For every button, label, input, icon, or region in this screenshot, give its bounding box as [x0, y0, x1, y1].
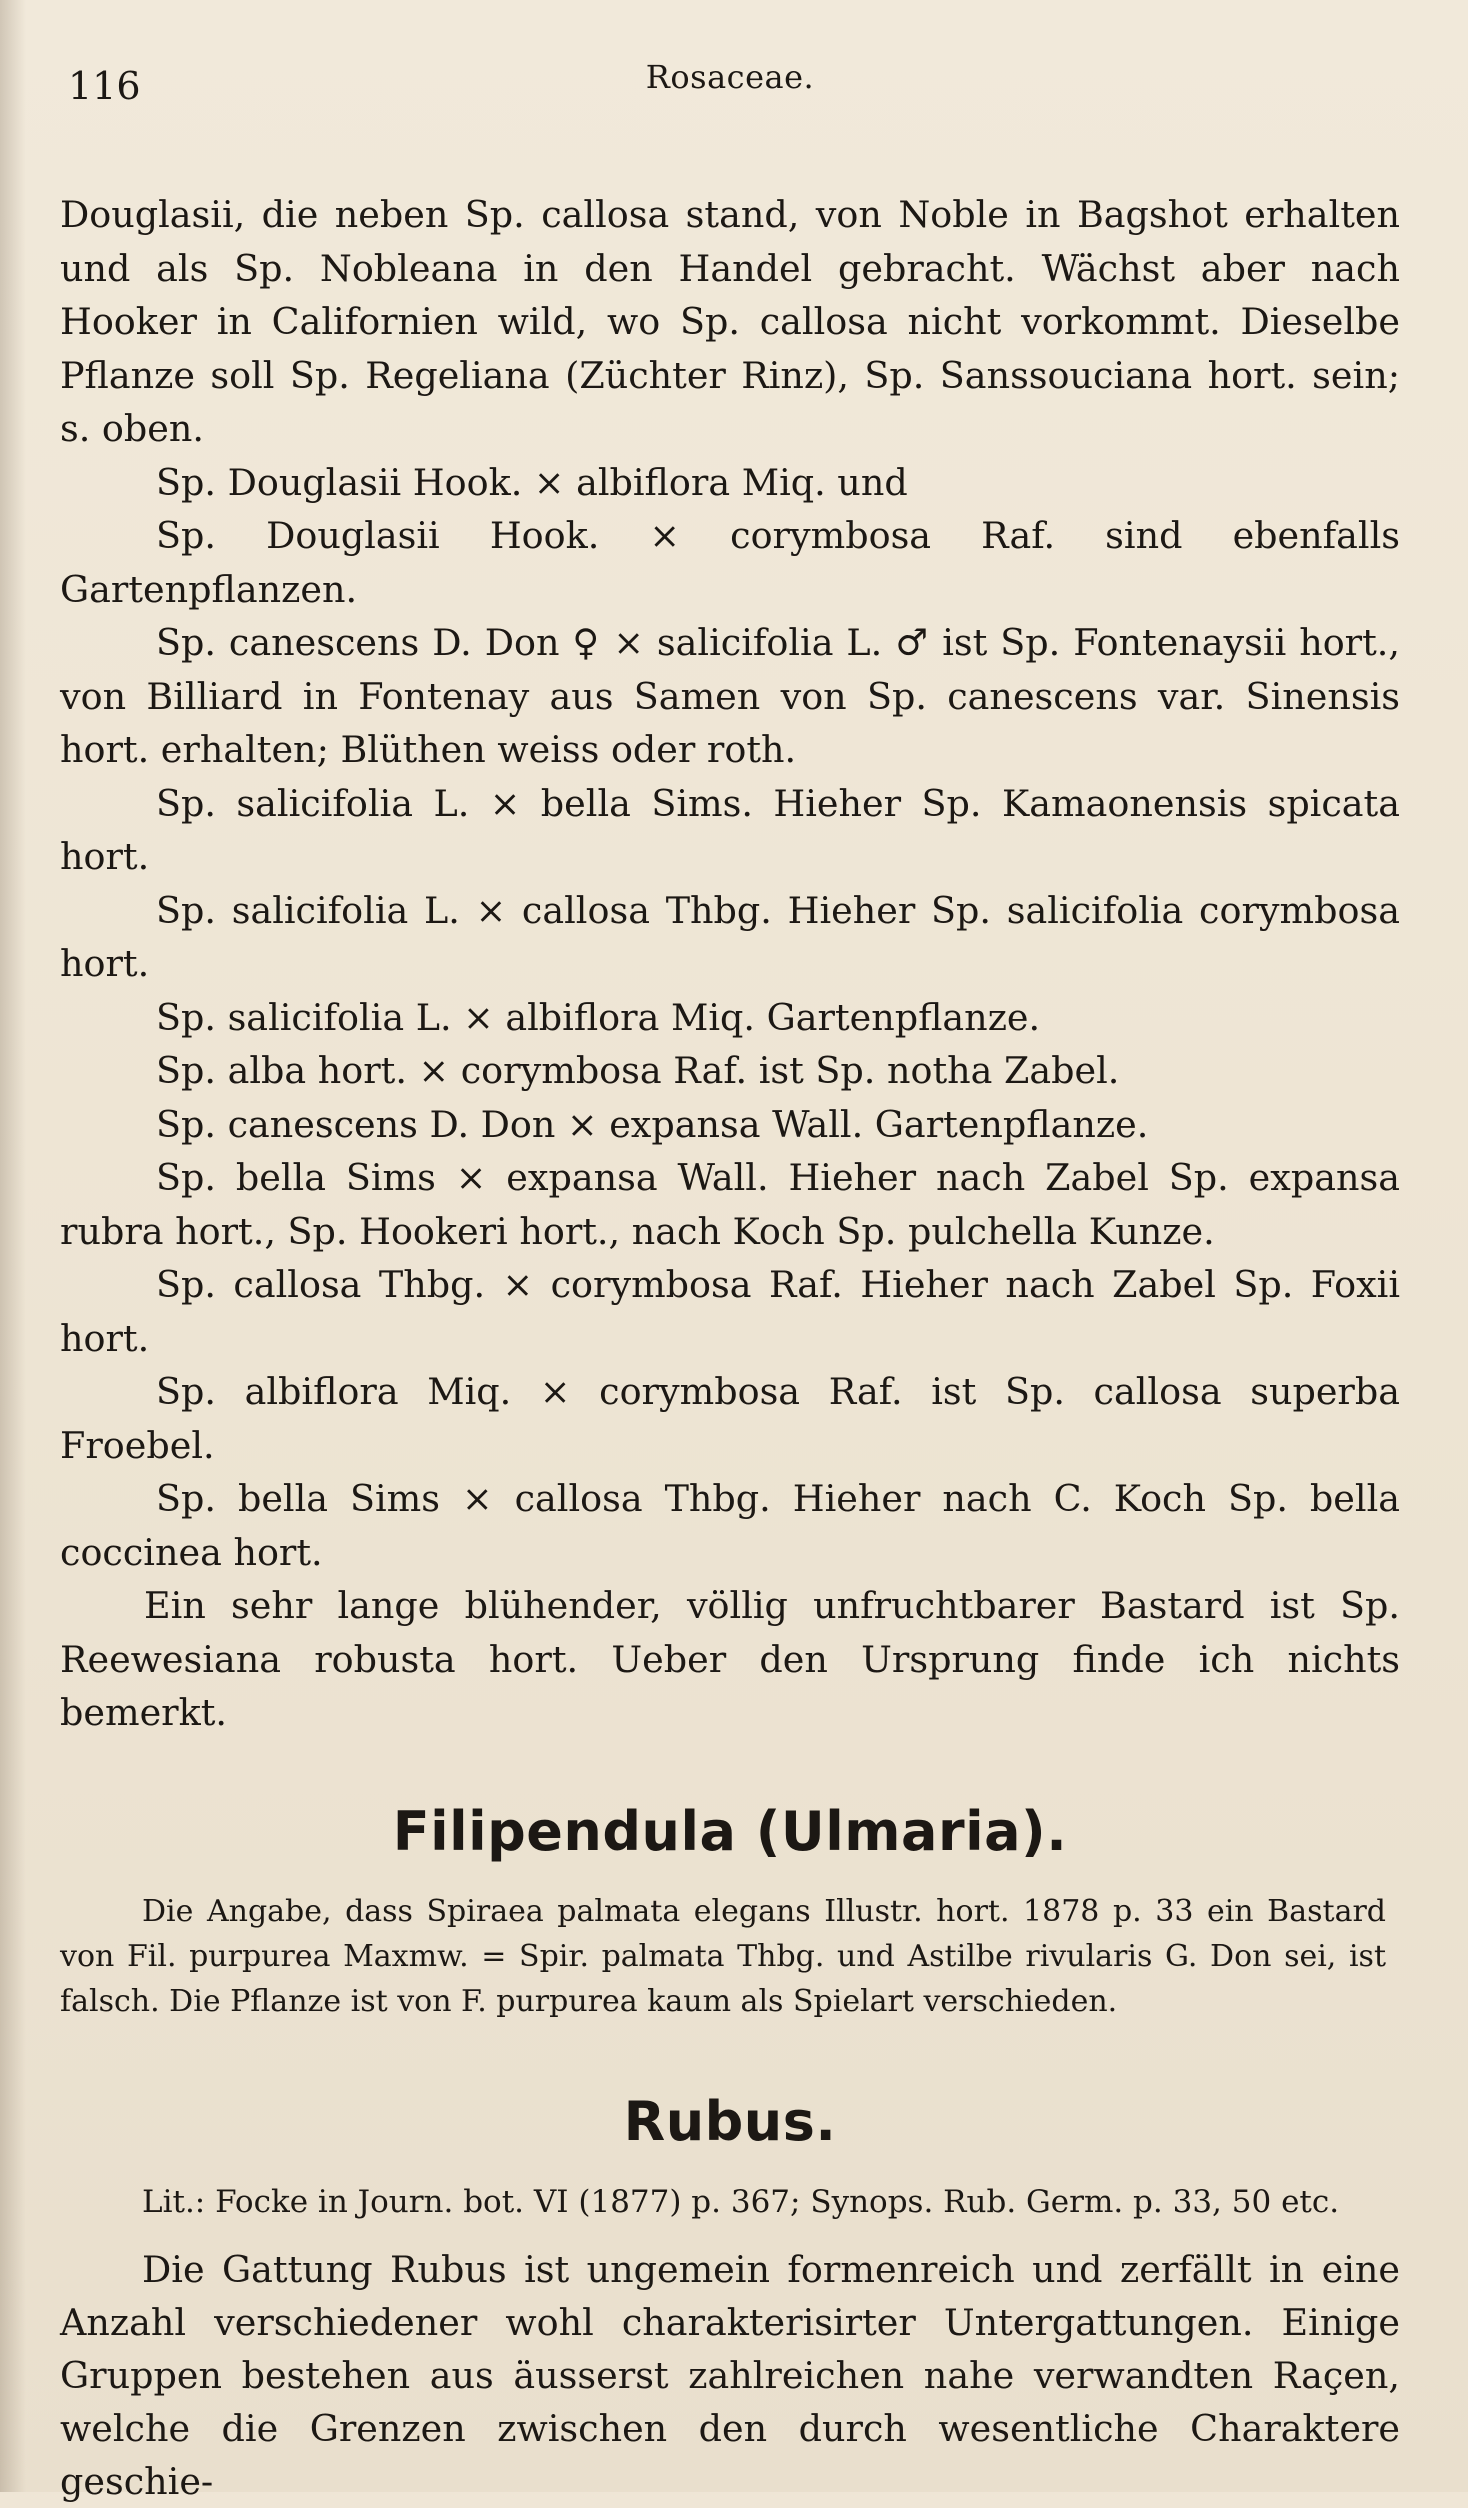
- paragraph-canescens-salicifolia: Sp. canescens D. Don ♀ × salicifolia L. ♂ ist Sp. Fontenaysii hort., von Billiard in Fontenay aus Samen von Sp. canescens var. Sinensis hort. erhalten; Blüthen weiss oder roth.: [60, 621, 1400, 771]
- rubus-paragraph: Die Gattung Rubus ist ungemein formenreich und zerfällt in eine Anzahl verschiedener wohl charakterisirter Untergattungen. Einige Gruppen bestehen aus äusserst zahlreichen nahe verwandten Raçen, welche die Grenzen zwischen den durch wesentliche Charaktere geschie-: [60, 2247, 1400, 2503]
- paragraph-bella-callosa: Sp. bella Sims × callosa Thbg. Hieher nach C. Koch Sp. bella coccinea hort.: [60, 1477, 1400, 1574]
- paragraph-canescens-expansa: Sp. canescens D. Don × expansa Wall. Gartenpflanze.: [156, 1102, 1149, 1146]
- hybrid-list: [60, 188, 1400, 1740]
- page-number: 116: [68, 64, 141, 108]
- section-title-filipendula: Filipendula (Ulmaria).: [392, 1799, 1068, 1863]
- paragraph-salicifolia-bella: Sp. salicifolia L. × bella Sims. Hieher Sp. Kamaonensis spicata hort.: [60, 781, 1400, 878]
- paragraph-alba-corymbosa: Sp. alba hort. × corymbosa Raf. ist Sp. notha Zabel.: [156, 1049, 1120, 1092]
- paragraph-salicifolia-callosa: Sp. salicifolia L. × callosa Thbg. Hieher Sp. salicifolia corymbosa hort.: [60, 888, 1400, 985]
- running-title: Rosaceae.: [645, 58, 815, 96]
- paragraph-albiflora-corymbosa: Sp. albiflora Miq. × corymbosa Raf. ist Sp. callosa superba Froebel.: [60, 1370, 1400, 1467]
- paragraph-douglasii-corymbosa: Sp. Douglasii Hook. × corymbosa Raf. sind ebenfalls Gartenpflanzen.: [60, 514, 1400, 611]
- running-head: [60, 50, 1400, 120]
- paragraph-salicifolia-albiflora: Sp. salicifolia L. × albiflora Miq. Gartenpflanze.: [156, 995, 1041, 1039]
- paragraph-bella-expansa: Sp. bella Sims × expansa Wall. Hieher nach Zabel Sp. expansa rubra hort., Sp. Hookeri hort., nach Koch Sp. pulchella Kunze.: [60, 1156, 1400, 1253]
- rubus-literature: Lit.: Focke in Journ. bot. VI (1877) p. 367; Synops. Rub. Germ. p. 33, 50 etc.: [142, 2183, 1340, 2220]
- filipendula-note: [60, 1889, 1400, 2024]
- paragraph-douglasii-albiflora: Sp. Douglasii Hook. × albiflora Miq. und: [156, 460, 908, 504]
- rubus-description: [60, 2243, 1400, 2508]
- section-title-rubus: Rubus.: [623, 2089, 837, 2153]
- paragraph-reewesiana: Ein sehr lange blühender, völlig unfruchtbarer Bastard ist Sp. Reewesiana robusta hort. Ueber den Ursprung finde ich nichts bemerkt.: [60, 1584, 1400, 1734]
- filipendula-paragraph: Die Angabe, dass Spiraea palmata elegans Illustr. hort. 1878 p. 33 ein Bastard von Fil. purpurea Maxmw. = Spir. palmata Thbg. und Astilbe rivularis G. Don sei, ist falsch. Die Pflanze ist von F. purpurea kaum als Spielart verschieden.: [60, 1893, 1386, 2019]
- paragraph-douglasii-continuation: Douglasii, die neben Sp. callosa stand, von Noble in Bagshot erhalten und als Sp. Nobleana in den Handel gebracht. Wächst aber nach Hooker in Californien wild, wo Sp. callosa nicht vorkommt. Dieselbe Pflanze soll Sp. Regeliana (Züchter Rinz), Sp. Sanssouciana hort. sein; s. oben.: [60, 193, 1400, 450]
- binding-shadow: [0, 0, 26, 2492]
- paragraph-callosa-corymbosa: Sp. callosa Thbg. × corymbosa Raf. Hieher nach Zabel Sp. Foxii hort.: [60, 1263, 1400, 1360]
